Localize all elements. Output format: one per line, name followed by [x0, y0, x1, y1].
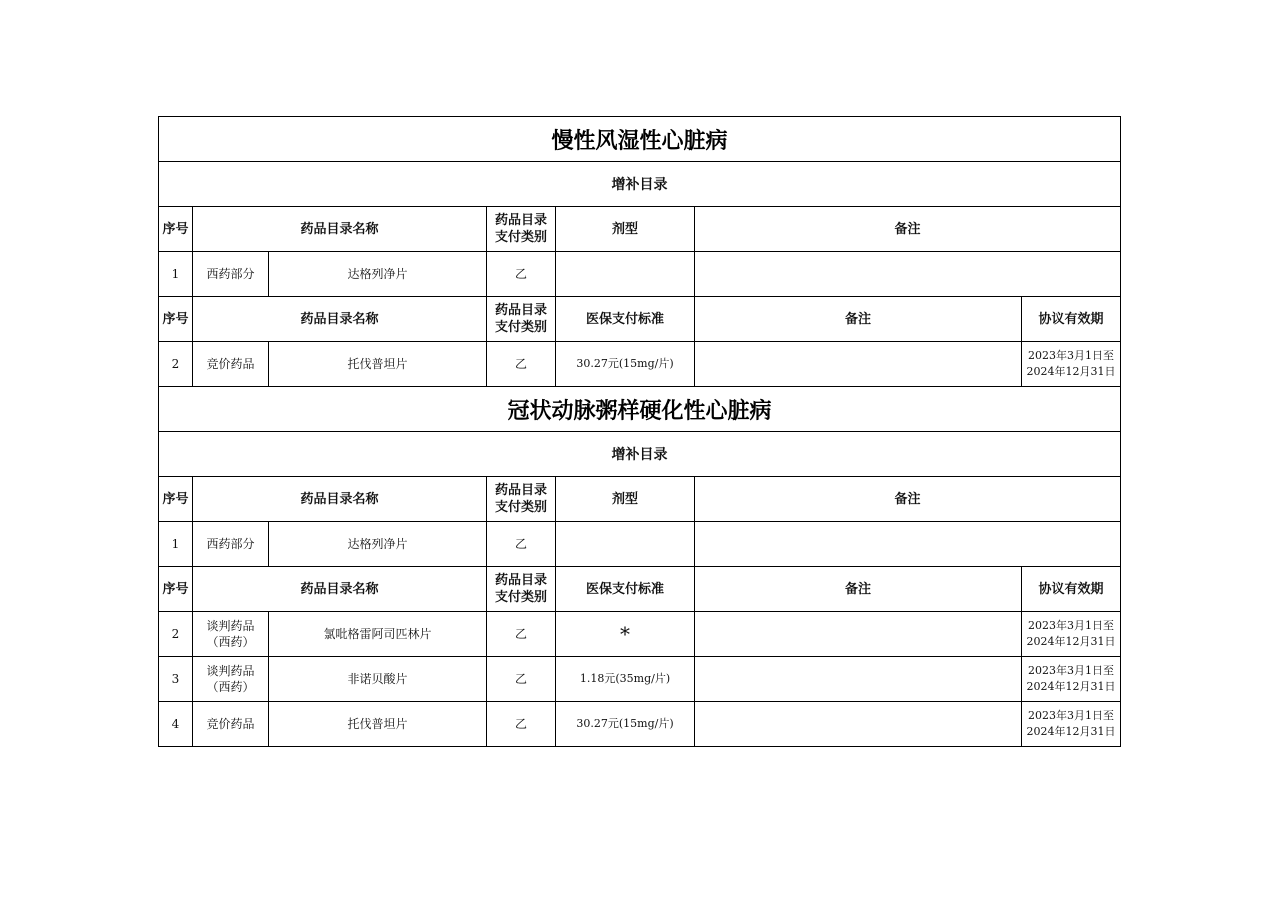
cell-payment-category: 乙	[487, 342, 556, 387]
cell-drug-name: 氯吡格雷阿司匹林片	[269, 612, 487, 657]
header-payment-category: 药品目录 支付类别	[487, 207, 556, 252]
header-dosage-form: 剂型	[556, 477, 695, 522]
header-drug-name: 药品目录名称	[193, 567, 487, 612]
table-row	[159, 522, 1121, 567]
cell-drug-name: 达格列净片	[269, 522, 487, 567]
cell-dosage-form	[556, 522, 695, 567]
cell-remark	[695, 702, 1022, 747]
cell-no: 3	[159, 657, 193, 702]
cell-drug-name: 非诺贝酸片	[269, 657, 487, 702]
cell-remark	[695, 252, 1121, 297]
table-row	[159, 702, 1121, 747]
header-dosage-form: 剂型	[556, 207, 695, 252]
header-remark: 备注	[695, 567, 1022, 612]
section-title: 冠状动脉粥样硬化性心脏病	[159, 387, 1121, 432]
section-title-row	[159, 387, 1121, 432]
header-payment-category: 药品目录 支付类别	[487, 477, 556, 522]
header-remark: 备注	[695, 477, 1121, 522]
header-payment-category: 药品目录 支付类别	[487, 567, 556, 612]
section-subtitle: 增补目录	[159, 162, 1121, 207]
header-agreement-period: 协议有效期	[1022, 297, 1121, 342]
cell-category: 竞价药品	[193, 342, 269, 387]
cell-payment-standard: *	[556, 612, 695, 657]
cell-payment-standard: 30.27元(15mg/片)	[556, 342, 695, 387]
header-remark: 备注	[695, 207, 1121, 252]
cell-agreement-period: 2023年3月1日至 2024年12月31日	[1022, 657, 1121, 702]
cell-drug-name: 达格列净片	[269, 252, 487, 297]
header-no: 序号	[159, 207, 193, 252]
cell-payment-category: 乙	[487, 702, 556, 747]
drug-catalog-table	[158, 116, 1121, 747]
cell-payment-standard: 1.18元(35mg/片)	[556, 657, 695, 702]
header-remark: 备注	[695, 297, 1022, 342]
cell-no: 2	[159, 612, 193, 657]
cell-no: 1	[159, 522, 193, 567]
cell-remark	[695, 522, 1121, 567]
cell-payment-standard: 30.27元(15mg/片)	[556, 702, 695, 747]
section-subtitle: 增补目录	[159, 432, 1121, 477]
cell-no: 1	[159, 252, 193, 297]
header-row	[159, 207, 1121, 252]
cell-drug-name: 托伐普坦片	[269, 702, 487, 747]
header-agreement-period: 协议有效期	[1022, 567, 1121, 612]
cell-category: 谈判药品 （西药）	[193, 657, 269, 702]
section-subtitle-row	[159, 162, 1121, 207]
section-title: 慢性风湿性心脏病	[159, 117, 1121, 162]
cell-remark	[695, 657, 1022, 702]
cell-category: 西药部分	[193, 252, 269, 297]
header-drug-name: 药品目录名称	[193, 477, 487, 522]
header-no: 序号	[159, 567, 193, 612]
table-row	[159, 657, 1121, 702]
cell-category: 西药部分	[193, 522, 269, 567]
header-row	[159, 477, 1121, 522]
cell-no: 2	[159, 342, 193, 387]
cell-agreement-period: 2023年3月1日至 2024年12月31日	[1022, 342, 1121, 387]
table-row	[159, 342, 1121, 387]
cell-payment-category: 乙	[487, 612, 556, 657]
table-row	[159, 252, 1121, 297]
cell-payment-category: 乙	[487, 522, 556, 567]
cell-category: 竞价药品	[193, 702, 269, 747]
header-drug-name: 药品目录名称	[193, 207, 487, 252]
cell-drug-name: 托伐普坦片	[269, 342, 487, 387]
cell-remark	[695, 342, 1022, 387]
table-row	[159, 612, 1121, 657]
header-payment-category: 药品目录 支付类别	[487, 297, 556, 342]
cell-payment-category: 乙	[487, 252, 556, 297]
header-no: 序号	[159, 477, 193, 522]
cell-remark	[695, 612, 1022, 657]
cell-agreement-period: 2023年3月1日至 2024年12月31日	[1022, 612, 1121, 657]
header-drug-name: 药品目录名称	[193, 297, 487, 342]
section-subtitle-row	[159, 432, 1121, 477]
header-payment-standard: 医保支付标准	[556, 567, 695, 612]
cell-dosage-form	[556, 252, 695, 297]
header-payment-standard: 医保支付标准	[556, 297, 695, 342]
header-row	[159, 297, 1121, 342]
header-no: 序号	[159, 297, 193, 342]
header-row	[159, 567, 1121, 612]
cell-agreement-period: 2023年3月1日至 2024年12月31日	[1022, 702, 1121, 747]
section-title-row	[159, 117, 1121, 162]
cell-payment-category: 乙	[487, 657, 556, 702]
cell-no: 4	[159, 702, 193, 747]
cell-category: 谈判药品 （西药）	[193, 612, 269, 657]
